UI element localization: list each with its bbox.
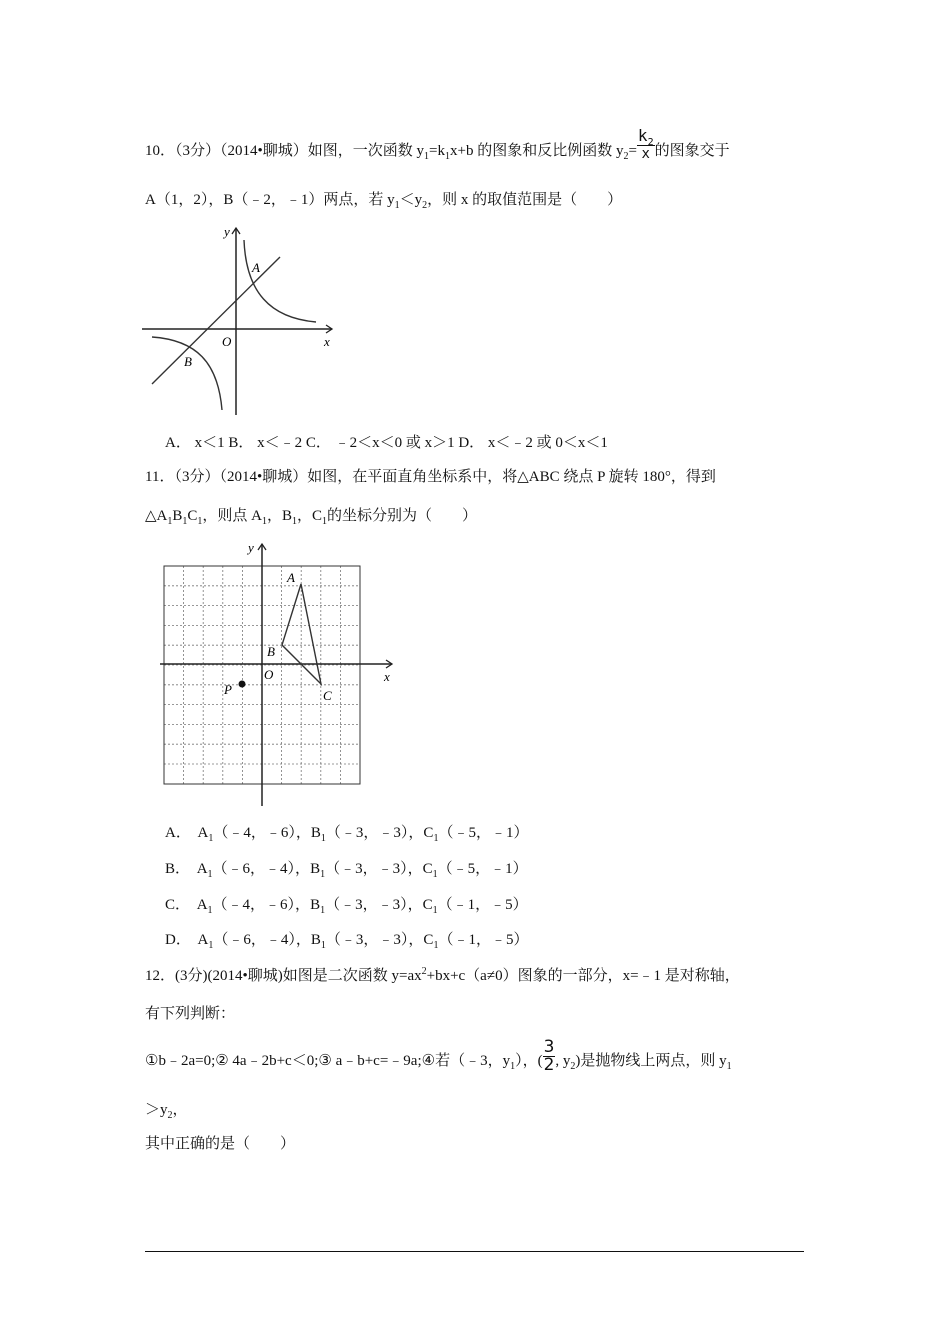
q11-stem-line2: $\triangle A_1B_1C_1$，则点 $A_1$，$B_1$，$C_1$的坐标分别为（ ） — [145, 508, 478, 527]
q11-option-a: A． $A_1(﹣4$，﹣6），$B_1(﹣3$，﹣3），$C_1(﹣5$，﹣1） — [165, 825, 529, 844]
q11-stem-line1: 11．（3分）（2014•聊城）如图，在平面直角坐标系中，将△ABC 绕点 P 旋转 180°，得到 — [145, 469, 716, 485]
q10-x-label: x — [324, 334, 330, 349]
q10-stem-line2: A（1，2），B（﹣2，﹣1）两点，若 $y_1<y_2$，则 x 的取值范围是（ ） — [145, 192, 623, 211]
q11-point-b-label: B — [267, 644, 275, 659]
q11-point-a-label: A — [287, 570, 295, 585]
q11-option-c: C． $A_1(﹣4$，﹣6），$B_1(﹣3$，﹣3），$C_1(﹣1$，﹣5） — [165, 897, 528, 916]
q11-point-c-label: C — [323, 688, 332, 703]
q11-point-p-label: P — [224, 682, 232, 697]
q11-x-label: x — [384, 669, 390, 684]
q12-stem-line5: 其中正确的是（ ） — [145, 1136, 296, 1152]
q12-stem-line2: 有下列判断： — [145, 1006, 236, 1022]
q12-stem-line4: $>y_2$， — [145, 1102, 188, 1121]
q10-y-label: y — [224, 224, 230, 239]
q11-figure — [160, 536, 400, 810]
q11-option-d: D． $A_1(﹣6$，﹣4），$B_1(﹣3$，﹣3），$C_1(﹣1$，﹣5） — [165, 932, 529, 951]
q10-stem-line1: 10．（3分）（2014•聊城）如图，一次函数 $y_1=k_1x+b$ 的图象和反比例函数 $y_2=$ $\frac{k_2}{x}$ 的图象交于 — [145, 126, 730, 163]
footer-rule — [145, 1251, 804, 1252]
q10-point-a-label: A — [252, 260, 260, 275]
q12-stem-line3: ①b﹣2a=0;② 4a﹣2b+c＜0;③ a﹣b+c=﹣9a;④若（﹣3，$y_1$），( $\frac{3}{2}$ , $y_2$)是抛物线上两点，则 $y_1$ — [145, 1037, 732, 1075]
q10-linear-function — [152, 257, 280, 384]
q10-hyperbola-branch-1 — [244, 240, 316, 322]
q11-option-b: B． $A_1(﹣6$，﹣4），$B_1(﹣3$，﹣3），$C_1(﹣5$，﹣1） — [165, 861, 528, 880]
q10-fraction: $\frac{k_2}{x}$ — [637, 126, 654, 163]
q10-origin-label: O — [222, 334, 232, 349]
q11-y-label: y — [248, 540, 254, 555]
q11-point-p — [239, 681, 246, 688]
q10-point-b-label: B — [184, 354, 192, 369]
q10-figure — [140, 222, 340, 418]
q12-stem-line1: 12．(3分)(2014•聊城)如图是二次函数 $y=ax^2+bx+c(a\ne 0)$图象的一部分，x=﹣1 是对称轴， — [145, 966, 740, 984]
q10-options: A． x＜1 B． x＜﹣2 C． ﹣2＜x＜0 或 x＞1 D． x＜﹣2 或 0＜x＜1 — [165, 435, 608, 451]
q11-origin-label: O — [264, 667, 274, 682]
q12-fraction: $\frac{3}{2}$ — [543, 1037, 555, 1075]
